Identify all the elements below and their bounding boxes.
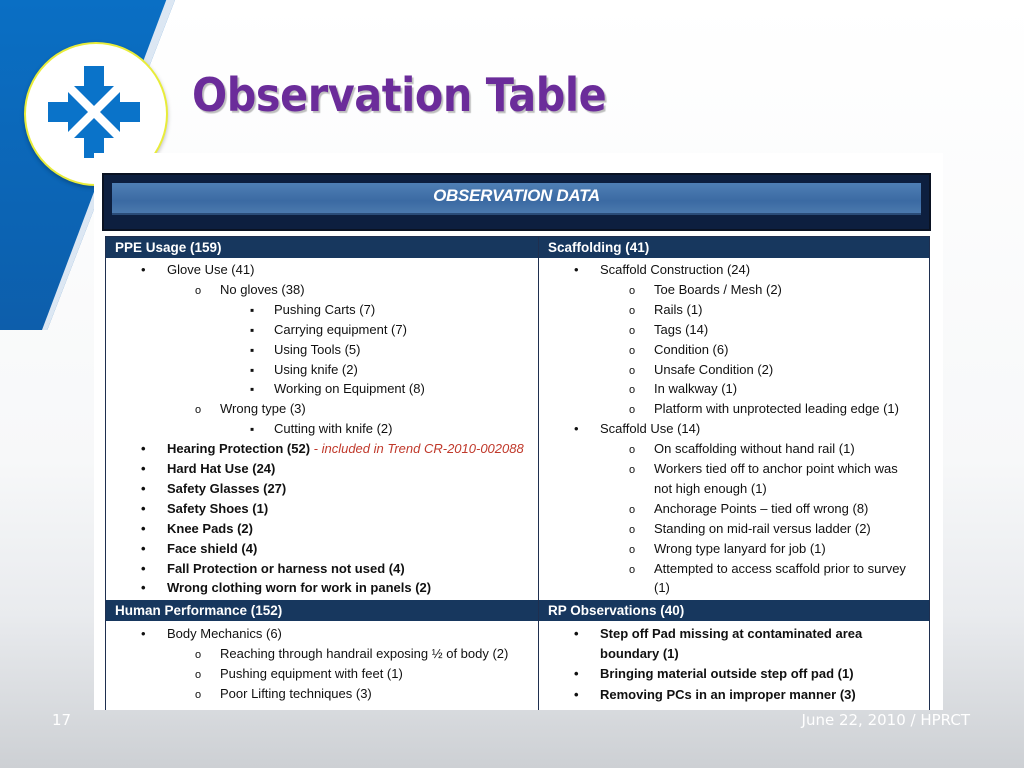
list-item-text: • Glove Use (41) <box>167 262 254 277</box>
scaffolding-cell <box>539 258 929 600</box>
list-item-text: • Face shield (4) <box>167 541 257 556</box>
observation-table-image <box>94 153 943 710</box>
list-item-text: not high enough (1) <box>654 480 767 496</box>
page-number: 17 <box>52 711 72 729</box>
list-item <box>654 499 868 519</box>
list-item-text: o Condition (6) <box>654 342 728 357</box>
human-performance-cell <box>106 622 538 710</box>
list-item-text: o Poor Lifting techniques (3) <box>220 686 372 701</box>
list-item-text: o Attempted to access scaffold prior to survey <box>654 561 906 576</box>
list-item <box>654 539 826 559</box>
list-item <box>167 459 275 479</box>
header-scaffolding: Scaffolding (41) <box>539 237 929 258</box>
list-item <box>167 479 286 499</box>
list-item-text: ▪ Working on Equipment (8) <box>274 381 425 396</box>
list-item-text: o No gloves (38) <box>220 282 305 297</box>
list-item <box>654 300 702 320</box>
table-banner <box>102 173 931 231</box>
list-item <box>220 644 508 664</box>
list-item <box>654 519 871 539</box>
list-item-text: o Platform with unprotected leading edge (1) <box>654 401 899 416</box>
list-item-text: o Rails (1) <box>654 302 702 317</box>
list-item-text: • Scaffold Use (14) <box>600 421 700 436</box>
trend-note: - included in Trend CR-2010-002088 <box>310 441 524 457</box>
list-item <box>274 360 358 380</box>
list-item <box>600 664 854 684</box>
list-item <box>274 379 425 399</box>
list-item <box>167 624 282 644</box>
list-item-text: • Bringing material outside step off pad (1) <box>600 666 854 681</box>
list-item-text: • Scaffold Construction (24) <box>600 262 750 277</box>
list-item-text: • Knee Pads (2) <box>167 521 253 536</box>
list-item <box>167 539 257 559</box>
list-item-text: o Anchorage Points – tied off wrong (8) <box>654 501 868 516</box>
list-item <box>654 399 899 419</box>
list-item-text: o Wrong type (3) <box>220 401 306 416</box>
list-item-text: ▪ Using knife (2) <box>274 362 358 377</box>
list-item <box>654 340 728 360</box>
list-item-text: o Standing on mid-rail versus ladder (2) <box>654 521 871 536</box>
rp-observations-cell <box>539 622 929 710</box>
list-item <box>654 559 906 579</box>
banner-title: OBSERVATION DATA <box>433 186 600 205</box>
list-item-text: o Pushing equipment with feet (1) <box>220 666 403 681</box>
list-item <box>220 399 306 419</box>
slide-title: Observation Table <box>192 68 607 122</box>
list-item-text: • Removing PCs in an improper manner (3) <box>600 687 856 702</box>
list-item <box>274 340 360 360</box>
list-item-text: • Step off Pad missing at contaminated area <box>600 626 862 641</box>
list-item-text: • Hard Hat Use (24) <box>167 461 275 476</box>
list-item <box>167 439 524 459</box>
list-item <box>220 684 372 704</box>
list-item-text: o Workers tied off to anchor point which was <box>654 461 898 476</box>
ppe-cell <box>106 258 538 600</box>
list-item-text: • Wrong clothing worn for work in panels (2) <box>167 580 431 595</box>
list-item <box>167 559 405 579</box>
header-ppe-usage: PPE Usage (159) <box>106 237 538 258</box>
list-item-text: o On scaffolding without hand rail (1) <box>654 441 855 456</box>
list-item-text: o Reaching through handrail exposing ½ of body (2) <box>220 646 508 661</box>
list-item-text: o Wrong type lanyard for job (1) <box>654 541 826 556</box>
list-item <box>654 479 767 499</box>
list-item <box>220 664 403 684</box>
list-item-text: • Fall Protection or harness not used (4) <box>167 561 405 576</box>
list-item <box>167 499 268 519</box>
list-item <box>167 519 253 539</box>
list-item-text: o Unsafe Condition (2) <box>654 362 773 377</box>
list-item-text: • Hearing Protection (52) <box>167 441 310 456</box>
list-item <box>654 360 773 380</box>
list-item <box>654 379 737 399</box>
list-item-text: o Tags (14) <box>654 322 708 337</box>
list-item <box>600 419 700 439</box>
list-item-text: o Toe Boards / Mesh (2) <box>654 282 782 297</box>
list-item-text: • Body Mechanics (6) <box>167 626 282 641</box>
list-item-text: boundary (1) <box>600 646 679 662</box>
list-item <box>600 685 856 705</box>
list-item <box>274 419 393 439</box>
list-item-text: ▪ Using Tools (5) <box>274 342 360 357</box>
list-item <box>654 320 708 340</box>
list-item-text: ▪ Carrying equipment (7) <box>274 322 407 337</box>
header-human-performance: Human Performance (152) <box>106 600 538 621</box>
list-item-text: ▪ Cutting with knife (2) <box>274 421 393 436</box>
list-item <box>167 578 431 598</box>
arrows-converging-icon <box>42 62 146 162</box>
list-item <box>274 300 375 320</box>
list-item <box>654 578 670 598</box>
list-item <box>654 439 855 459</box>
list-item-text: • Safety Shoes (1) <box>167 501 268 516</box>
list-item <box>600 260 750 280</box>
list-item-text: (1) <box>654 580 670 596</box>
footer-date: June 22, 2010 / HPRCT <box>801 711 970 729</box>
header-rp-observations: RP Observations (40) <box>539 600 929 621</box>
list-item <box>600 624 862 644</box>
list-item <box>600 644 679 664</box>
list-item <box>167 260 254 280</box>
list-item <box>274 320 407 340</box>
list-item-text: ▪ Pushing Carts (7) <box>274 302 375 317</box>
list-item-text: • Safety Glasses (27) <box>167 481 286 496</box>
list-item <box>654 459 898 479</box>
list-item-text: o In walkway (1) <box>654 381 737 396</box>
list-item <box>220 280 305 300</box>
list-item <box>654 280 782 300</box>
